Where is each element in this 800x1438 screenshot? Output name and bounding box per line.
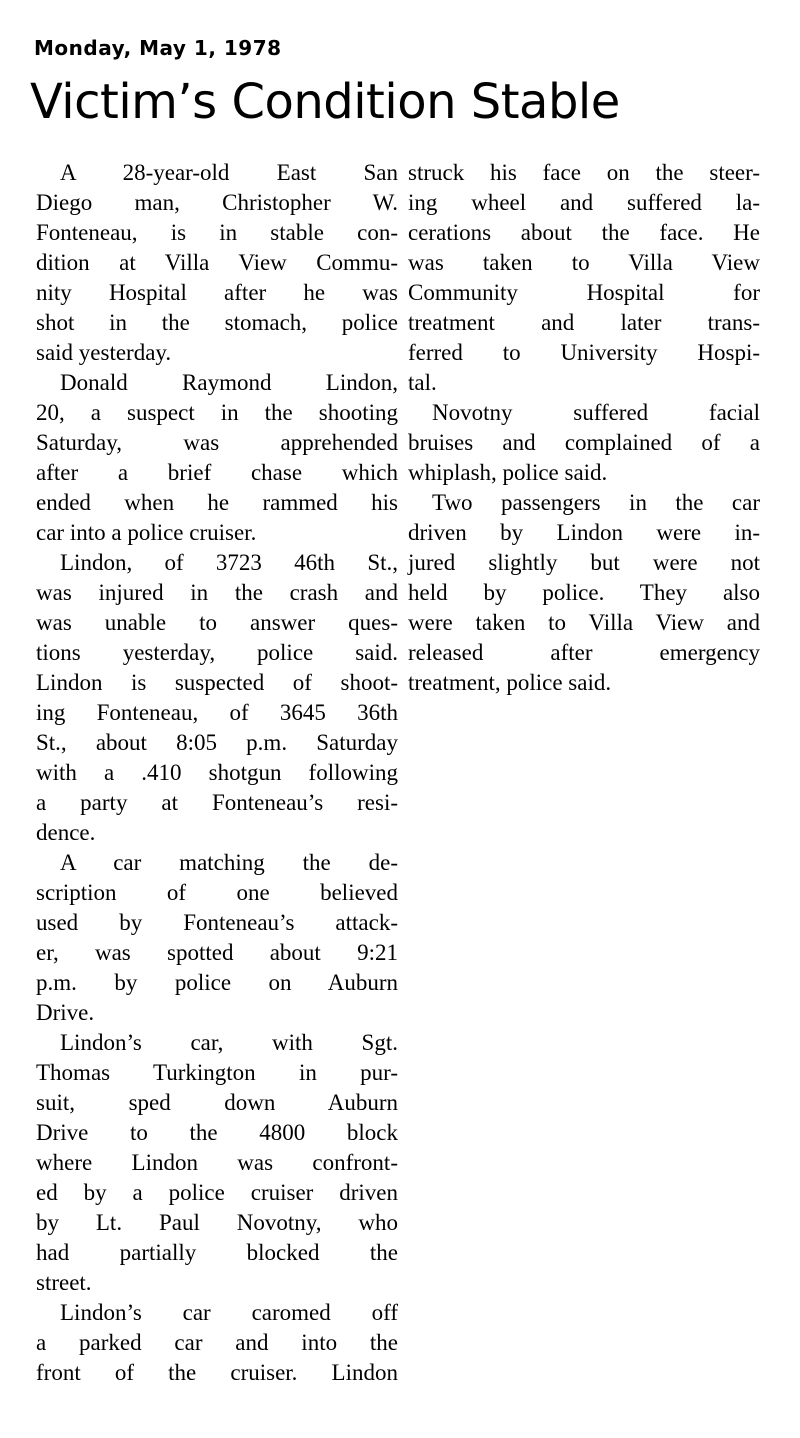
text-line: struck his face on the steer-: [408, 160, 760, 185]
text-line: Saturday, was apprehended: [36, 430, 398, 455]
text-line: Diego man, Christopher W.: [36, 190, 398, 215]
text-line: ended when he rammed his: [36, 490, 398, 515]
text-line: by Lt. Paul Novotny, who: [36, 1210, 398, 1235]
text-line: Thomas Turkington in pur-: [36, 1060, 398, 1085]
text-line: held by police. They also: [408, 580, 760, 605]
text-line: ed by a police cruiser driven: [36, 1180, 398, 1205]
text-line: Community Hospital for: [408, 280, 760, 305]
text-line: Drive to the 4800 block: [36, 1120, 398, 1145]
text-line: St., about 8:05 p.m. Saturday: [36, 730, 398, 755]
text-line: treatment, police said.: [408, 670, 612, 695]
text-line: car into a police cruiser.: [36, 520, 257, 545]
text-line: whiplash, police said.: [408, 460, 608, 485]
text-line: er, was spotted about 9:21: [36, 940, 398, 965]
text-line: with a .410 shotgun following: [36, 760, 398, 785]
text-line: was taken to Villa View: [408, 250, 760, 275]
text-line: 20, a suspect in the shooting: [36, 400, 398, 425]
text-line: ferred to University Hospi-: [408, 340, 760, 365]
text-line: nity Hospital after he was: [36, 280, 398, 305]
text-line: treatment and later trans-: [408, 310, 760, 335]
article-column-right: [408, 158, 760, 698]
text-line: Lindon, of 3723 46th St.,: [60, 550, 398, 575]
text-line: bruises and complained of a: [408, 430, 760, 455]
text-line: used by Fonteneau’s attack-: [36, 910, 398, 935]
text-line: ing Fonteneau, of 3645 36th: [36, 700, 398, 725]
text-line: a party at Fonteneau’s resi-: [36, 790, 398, 815]
text-line: street.: [36, 1270, 92, 1295]
text-line: A 28-year-old East San: [60, 160, 398, 185]
text-line: had partially blocked the: [36, 1240, 398, 1265]
text-line: A car matching the de-: [60, 850, 398, 875]
text-line: Donald Raymond Lindon,: [60, 370, 398, 395]
text-line: suit, sped down Auburn: [36, 1090, 398, 1115]
text-line: Two passengers in the car: [432, 490, 760, 515]
text-line: after a brief chase which: [36, 460, 398, 485]
text-line: shot in the stomach, police: [36, 310, 398, 335]
text-line: Lindon’s car, with Sgt.: [60, 1030, 398, 1055]
text-line: front of the cruiser. Lindon: [36, 1360, 398, 1385]
text-line: dition at Villa View Commu-: [36, 250, 398, 275]
text-line: ing wheel and suffered la-: [408, 190, 760, 215]
text-line: Novotny suffered facial: [432, 400, 760, 425]
text-line: released after emergency: [408, 640, 760, 665]
text-line: tal.: [408, 370, 437, 395]
text-line: a parked car and into the: [36, 1330, 398, 1355]
text-line: Lindon is suspected of shoot-: [36, 670, 398, 695]
text-line: said yesterday.: [36, 340, 172, 365]
text-line: cerations about the face. He: [408, 220, 760, 245]
text-line: Lindon’s car caromed off: [60, 1300, 398, 1325]
text-line: p.m. by police on Auburn: [36, 970, 398, 995]
dateline: Monday, May 1, 1978: [34, 36, 282, 60]
text-line: was unable to answer ques-: [36, 610, 398, 635]
text-line: Drive.: [36, 1000, 95, 1025]
text-line: jured slightly but were not: [408, 550, 760, 575]
text-line: scription of one believed: [36, 880, 398, 905]
text-line: Fonteneau, is in stable con-: [36, 220, 398, 245]
text-line: where Lindon was confront-: [36, 1150, 398, 1175]
text-line: dence.: [36, 820, 96, 845]
text-line: were taken to Villa View and: [408, 610, 760, 635]
text-line: tions yesterday, police said.: [36, 640, 398, 665]
article-column-left: [36, 158, 398, 1388]
text-line: driven by Lindon were in-: [408, 520, 760, 545]
text-line: was injured in the crash and: [36, 580, 398, 605]
headline: Victim’s Condition Stable: [30, 74, 620, 130]
